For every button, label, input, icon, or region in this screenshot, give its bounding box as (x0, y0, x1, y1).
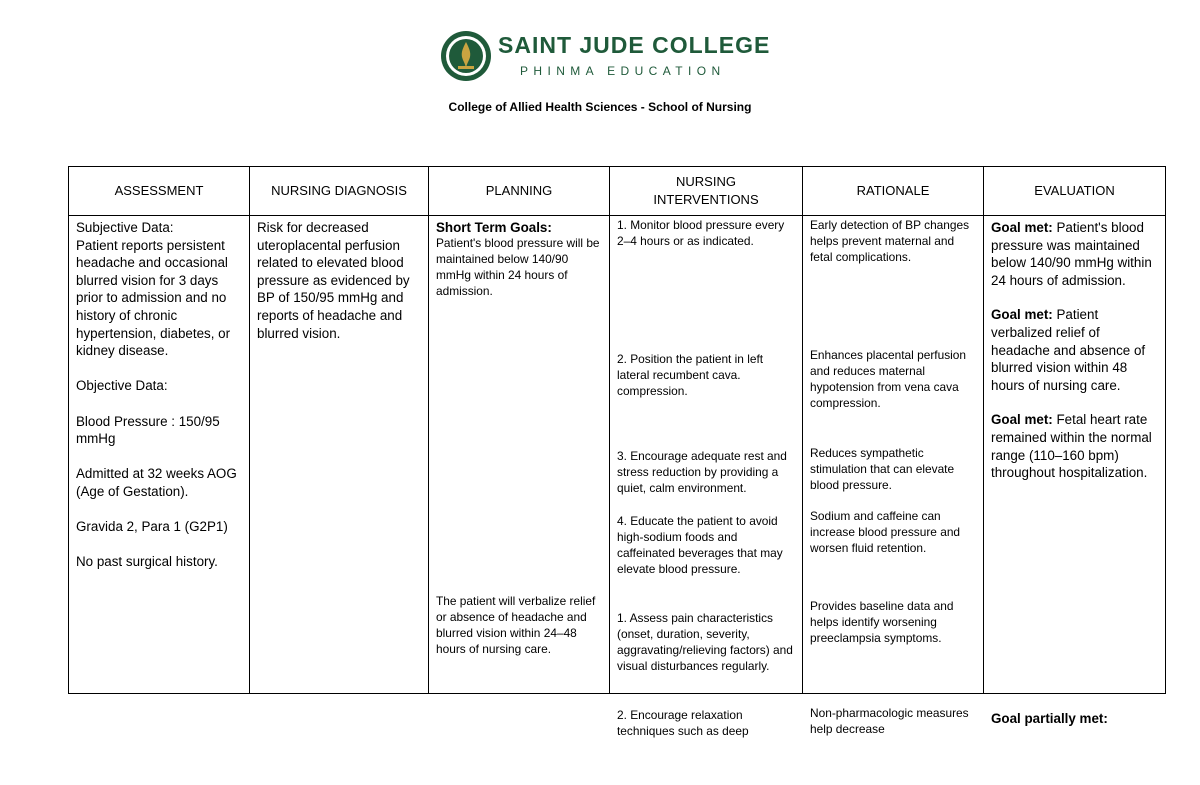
subjective-label: Subjective Data: (76, 220, 174, 235)
evaluation-text: Fetal heart rate remained within the normal range (110–160 bpm) throughout hospitalization. (991, 412, 1152, 481)
gravida-text: Gravida 2, Para 1 (G2P1) (76, 519, 228, 535)
objective-label: Objective Data: (76, 378, 168, 394)
rationale-item: Reduces sympathetic stimulation that can elevate blood pressure. (810, 446, 955, 493)
college-subtitle: PHINMA EDUCATION (520, 64, 726, 78)
rationale-item: Sodium and caffeine can increase blood pressure and worsen fluid retention. (810, 509, 961, 556)
intervention-item: 4. Educate the patient to avoid high-sodium foods and caffeinated beverages that may elevate blood pressure. (617, 514, 783, 577)
evaluation-label: Goal partially met: (991, 711, 1108, 726)
diagnosis-cell (250, 216, 429, 694)
planning-cell (429, 216, 610, 694)
rationale-item: Enhances placental perfusion and reduces maternal hypotension from vena cava compression. (810, 348, 967, 411)
short-term-goals-label: Short Term Goals: (436, 220, 552, 235)
diagnosis-text: Risk for decreased uteroplacental perfusion related to elevated blood pressure as evidenced by BP of 150/95 mmHg and reports of headache and blurred vision. (257, 220, 410, 341)
rationale-item: Non-pharmacologic measures help decrease (810, 706, 969, 737)
intervention-item: 3. Encourage adequate rest and stress reduction by providing a quiet, calm environment. (617, 449, 787, 496)
evaluation-cell (984, 216, 1166, 726)
intervention-item: 2. Position the patient in left lateral recumbent cava. compression. (617, 352, 764, 399)
evaluation-item (991, 219, 1159, 289)
department-title: College of Allied Health Sciences - School of Nursing (448, 100, 752, 114)
rationale-cell (803, 216, 984, 737)
nursing-care-plan-table (68, 166, 1166, 739)
intervention-item: 1. Monitor blood pressure every 2–4 hours or as indicated. (617, 218, 785, 249)
college-header (440, 28, 780, 84)
header-nursing-interventions: NURSING INTERVENTIONS (610, 167, 803, 216)
evaluation-text: Patient verbalized relief of headache and absence of blurred vision within 48 hours of nursing care. (991, 307, 1146, 393)
table-row (69, 216, 1166, 694)
intervention-item: 2. Encourage relaxation techniques such as deep (617, 708, 749, 739)
subjective-text: Patient reports persistent headache and occasional blurred vision for 3 days prior to admission and no history of chronic hypertension, diabetes, or kidney disease. (76, 237, 231, 359)
rationale-item: Provides baseline data and helps identify worsening preeclampsia symptoms. (810, 599, 954, 646)
planning-goal-2: The patient will verbalize relief or absence of headache and blurred vision within 24–48 hours of nursing care. (436, 594, 596, 657)
surgical-history-text: No past surgical history. (76, 554, 218, 570)
planning-goal-1: Patient's blood pressure will be maintained below 140/90 mmHg within 24 hours of admission. (436, 236, 600, 299)
interventions-cell (610, 216, 803, 739)
header-evaluation: EVALUATION (984, 167, 1166, 216)
evaluation-item (991, 411, 1159, 481)
evaluation-label: Goal met: (991, 220, 1053, 235)
college-seal-icon (440, 30, 492, 82)
assessment-cell (69, 216, 250, 694)
evaluation-label: Goal met: (991, 307, 1053, 323)
header-planning: PLANNING (429, 167, 610, 216)
table-header-row (69, 167, 1166, 216)
blood-pressure-text: Blood Pressure : 150/95 mmHg (76, 413, 220, 447)
header-assessment: ASSESSMENT (69, 167, 250, 216)
rationale-item: Early detection of BP changes helps prevent maternal and fetal complications. (810, 218, 970, 265)
header-nursing-diagnosis: NURSING DIAGNOSIS (250, 167, 429, 216)
evaluation-text: Patient's blood pressure was maintained below 140/90 mmHg within 24 hours of admission. (991, 220, 1152, 288)
aog-text: Admitted at 32 weeks AOG (Age of Gestation). (76, 466, 237, 499)
evaluation-item (991, 710, 1108, 728)
evaluation-item (991, 306, 1159, 394)
college-name: SAINT JUDE COLLEGE (498, 32, 771, 58)
intervention-item: 1. Assess pain characteristics (onset, duration, severity, aggravating/relieving factors) and visual disturbances regularly. (617, 611, 793, 674)
evaluation-label: Goal met: (991, 412, 1053, 428)
header-rationale: RATIONALE (803, 167, 984, 216)
